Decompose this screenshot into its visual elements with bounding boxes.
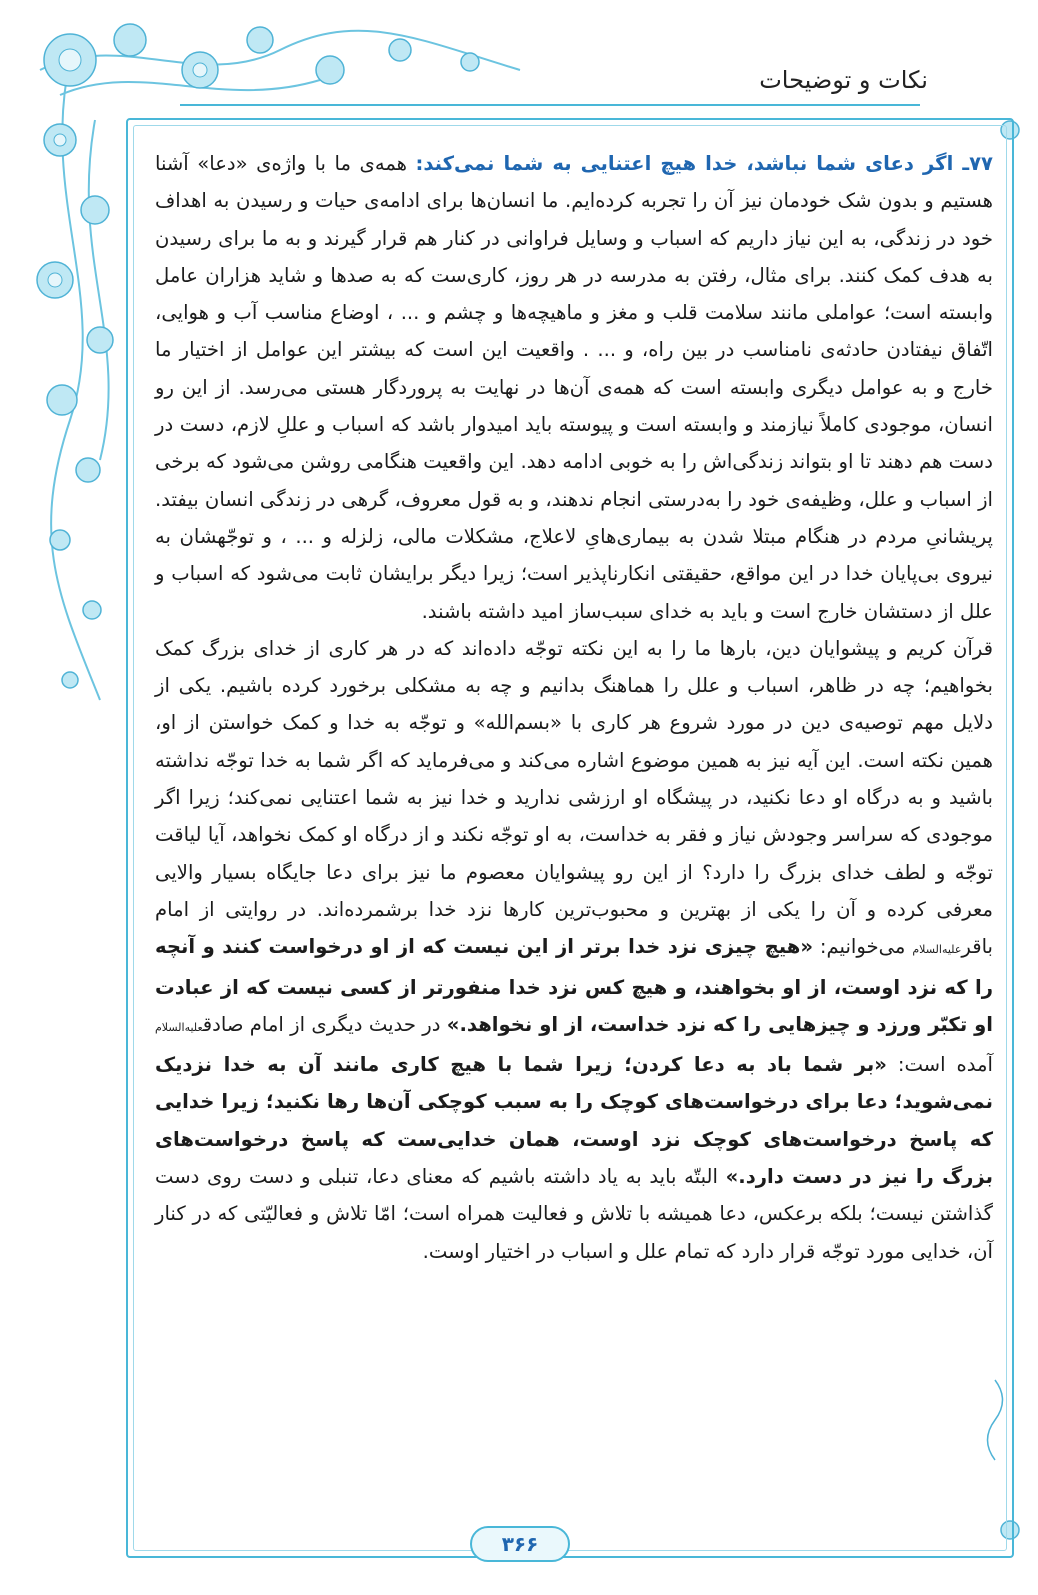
paragraph-1 xyxy=(155,145,993,630)
salutation-mark: علیه‌السلام xyxy=(912,943,962,957)
paragraph-2-text-d: آمده است: xyxy=(886,1053,993,1077)
page-number: ۳۶۶ xyxy=(470,1526,570,1562)
header-divider xyxy=(180,104,920,106)
salutation-mark-2: علیه‌السلام xyxy=(155,1020,203,1034)
paragraph-2-text-c: در حدیث دیگری از امام صادق xyxy=(202,1012,447,1036)
paragraph-1-text: همه‌ی ما با واژه‌ی «دعا» آشنا هستیم و بدون شک خودمان نیز آن را تجربه کرده‌ایم. ما انسان‌ها برای ادامه‌ی حیات و رسیدن به اهداف خود در زندگی، به این نیاز داریم که اسباب و وسایل فراوانی در کنار هم قرار گیرند و به ما برای رسیدن به هدف کمک کنند. برای مثال، رفتن به مدرسه در هر روز، کاری‌ست که به صدها و شاید هزاران عامل وابسته است؛ عواملی مانند سلامت قلب و مغز و ماهیچه‌ها و چشم و ... ، اوضاع مناسب آب و هوایی، اتّفاق نیفتادن حادثه‌ی نامناسب در بین راه، و ... . واقعیت این است که بیشتر این عوامل از اختیار ما خارج و به عوامل دیگری وابسته است که همه‌ی آن‌ها در نهایت به پروردگار هستی می‌رسد. از این رو انسان، موجودی کاملاً نیازمند و وابسته است و پیوسته باید امیدوار باشد که اسباب و عللِ لازم، دست در دست هم دهند تا او بتواند زندگی‌اش را به خوبی ادامه دهد. این واقعیت هنگامی روشن می‌شود که برخی از اسباب و علل، وظیفه‌ی خود را به‌درستی انجام ندهند، و به قول معروف، گرهی در زندگی انسان بیفتد. پریشانیِ مردم در هنگام مبتلا شدن به بیماری‌هایِ لاعلاج، مشکلات مالی، زلزله و ... ، و توجّهشان به نیروی بی‌پایان خدا در این مواقع، حقیقتی انکارناپذیر است؛ زیرا دیگر برایشان ثابت می‌شود که اسباب و علل از دستشان خارج است و باید به خدای سبب‌ساز امید داشته باشند. xyxy=(155,152,993,623)
paragraph-2-text-a: قرآن کریم و پیشوایان دین، بارها ما را به این نکته توجّه داده‌اند که در هر کاری از خدای بزرگ کمک بخواهیم؛ چه در ظاهر، اسباب و علل را هماهنگ بدانیم و چه به مشکلی برخورد کرده باشیم. یکی از دلایل مهم توصیه‌ی دین در مورد شروع هر کاری با «بسم‌الله» و توجّه به خدا و کمک خواستن از او، همین نکته است. این آیه نیز به همین موضوع اشاره می‌کند و می‌فرماید که اگر شما به خدا توجّه نداشته باشید و به درگاه او دعا نکنید، در پیشگاه او ارزشی ندارید و خدا نیز به شما اعتنایی نمی‌کند؛ زیرا اگر موجودی که سراسر وجودش نیاز و فقر به خداست، به او توجّه نکند و از درگاه او کمک نخواهد، آیا لیاقت توجّه و لطف خدای بزرگ را دارد؟ از این رو پیشوایان معصوم ما نیز برای دعا جایگاه بسیار والایی معرفی کرده و آن را یکی از بهترین و محبوب‌ترین کارها نزد خدا برشمرده‌اند. در روایتی از امام باقر xyxy=(155,636,993,959)
section-heading: ۷۷ـ اگر دعای شما نباشد، خدا هیچ اعتنایی به شما نمی‌کند: xyxy=(415,152,993,175)
paragraph-2-text-e: البتّه باید به یاد داشته باشیم که معنای دعا، تنبلی و دست روی دست گذاشتن نیست؛ بلکه برعکس، دعا همیشه با تلاش و فعالیت همراه است؛ امّا تلاش و فعالیّتی که در کنار آن، خدایی مورد توجّه قرار دارد که تمام علل و اسباب در اختیار اوست. xyxy=(155,1165,993,1263)
quote-imam-baqir: «هیچ چیزی نزد خدا برتر از این نیست که از او درخواست کنند و آنچه را که نزد اوست، از او بخواهند، و هیچ کس نزد خدا منفورتر از کسی نیست که از عبادت او تکبّر ورزد و چیزهایی را که نزد خداست، از او نخواهد.» xyxy=(155,935,993,1036)
page-header-title: نکات و توضیحات xyxy=(759,66,928,94)
paragraph-2 xyxy=(155,630,993,1270)
page-content xyxy=(155,145,993,1270)
quote-imam-sadiq: «بر شما باد به دعا کردن؛ زیرا شما با هیچ کاری مانند آن به خدا نزدیک نمی‌شوید؛ دعا برای درخواست‌های کوچک را به سبب کوچکی آن‌ها رها نکنید؛ زیرا خدایی که پاسخ درخواست‌های کوچک نزد اوست، همان خدایی‌ست که پاسخ درخواست‌های بزرگ را نیز در دست دارد.» xyxy=(155,1053,993,1189)
paragraph-2-text-b: می‌خوانیم: xyxy=(813,935,913,959)
